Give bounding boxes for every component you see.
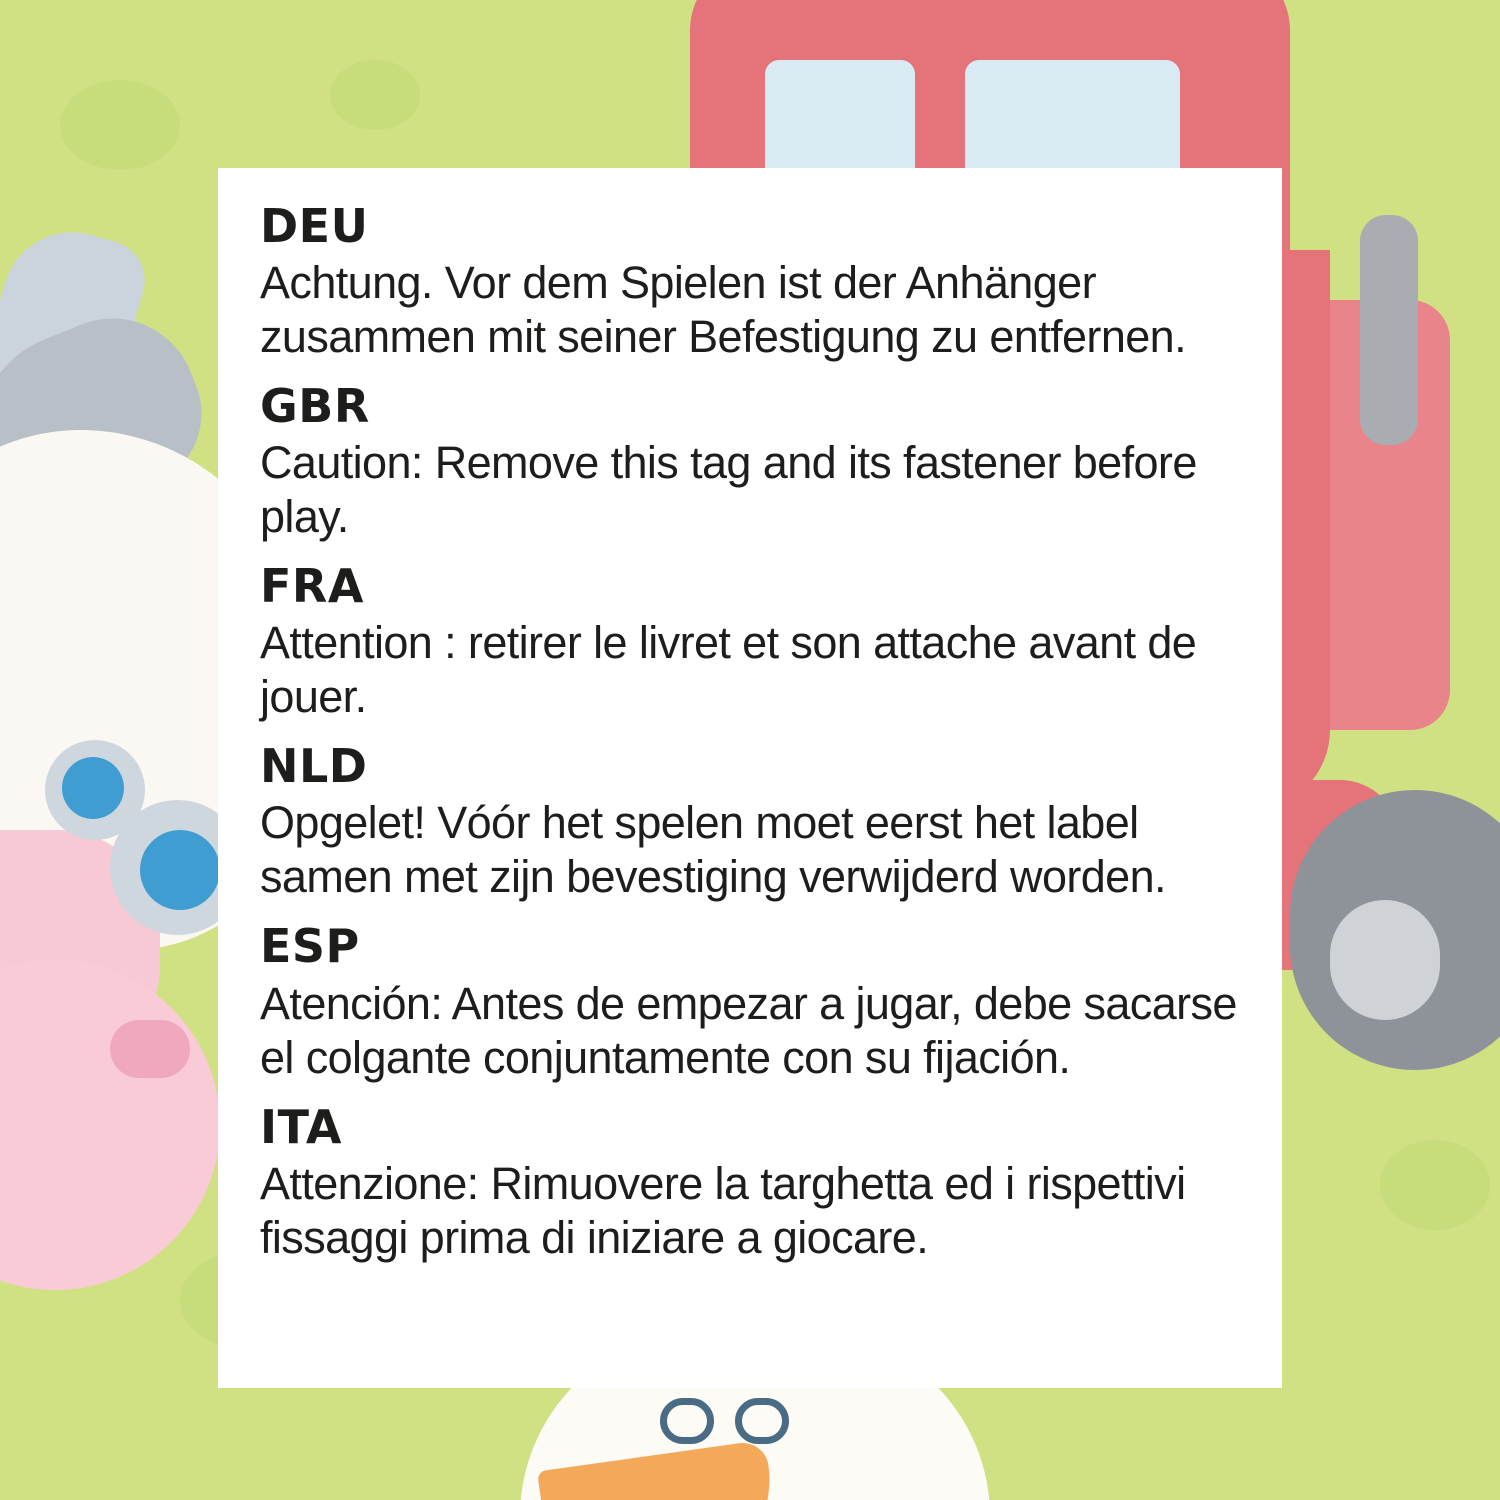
language-block-deu — [260, 198, 1240, 364]
language-code-gbr: GBR — [260, 379, 370, 434]
warning-text-nld: Opgelet! Vóór het spelen moet eerst het label samen met zijn bevestiging verwijderd worden. — [260, 797, 1166, 903]
warning-text-gbr: Caution: Remove this tag and its fastener before play. — [260, 437, 1197, 543]
goose-eye-right — [735, 1398, 789, 1444]
tractor-wheel-hub — [1330, 900, 1440, 1020]
cow-muzzle — [0, 960, 220, 1290]
grass-speckle — [60, 80, 180, 170]
cow-nostril — [110, 1020, 190, 1078]
grass-speckle — [330, 60, 420, 130]
language-code-nld: NLD — [260, 739, 368, 794]
language-block-gbr — [260, 378, 1240, 544]
language-block-ita — [260, 1099, 1240, 1265]
warning-text-fra: Attention : retirer le livret et son attache avant de jouer. — [260, 617, 1197, 723]
language-code-fra: FRA — [260, 559, 364, 614]
warning-text-esp: Atención: Antes de empezar a jugar, debe sacarse el colgante conjuntamente con su fijación. — [260, 977, 1237, 1083]
warning-text-ita: Attenzione: Rimuovere la targhetta ed i rispettivi fissaggi prima di iniziare a giocare. — [260, 1157, 1186, 1263]
language-block-esp — [260, 918, 1240, 1084]
goose-eye-left — [660, 1398, 714, 1444]
language-code-esp: ESP — [260, 919, 360, 974]
cow-pupil-left — [62, 757, 124, 819]
grass-speckle — [1380, 1140, 1490, 1230]
language-code-deu: DEU — [260, 199, 369, 253]
language-block-nld — [260, 738, 1240, 904]
multilingual-warning-label — [218, 168, 1282, 1388]
cow-pupil-right — [140, 830, 220, 910]
tractor-exhaust-pipe — [1360, 215, 1418, 445]
language-block-fra — [260, 558, 1240, 724]
language-code-ita: ITA — [260, 1099, 343, 1154]
warning-text-deu: Achtung. Vor dem Spielen ist der Anhänger zusammen mit seiner Befestigung zu entfernen. — [260, 257, 1186, 363]
